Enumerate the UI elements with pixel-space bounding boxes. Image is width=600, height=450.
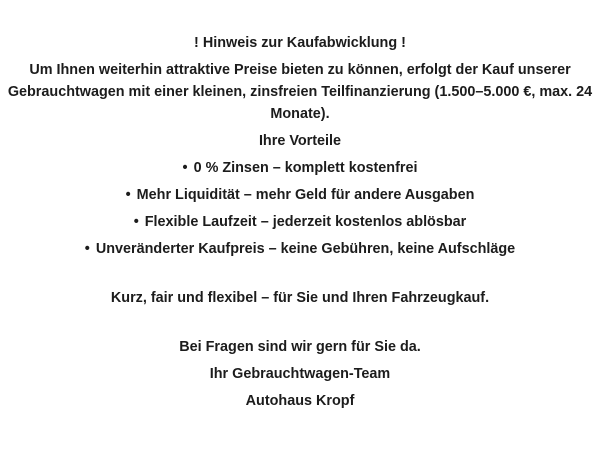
benefit-item-zinsen xyxy=(0,157,600,179)
benefit-item-laufzeit xyxy=(0,211,600,233)
bullet-icon: • xyxy=(133,214,139,230)
signature-company: Autohaus Kropf xyxy=(245,393,355,409)
benefit-text: Unveränderter Kaufpreis – keine Gebühren, keine Aufschläge xyxy=(95,241,516,257)
bullet-icon: • xyxy=(182,160,188,176)
intro-line-2: Gebrauchtwagen mit einer kleinen, zinsfreien Teilfinanzierung (1.500–5.000 €, max. 24 xyxy=(7,84,593,100)
summary-line: Kurz, fair und flexibel – für Sie und Ihren Fahrzeugkauf. xyxy=(110,290,490,306)
intro-line-1: Um Ihnen weiterhin attraktive Preise bieten zu können, erfolgt der Kauf unserer xyxy=(29,62,571,78)
bullet-icon: • xyxy=(125,187,131,203)
benefit-item-kaufpreis xyxy=(0,238,600,260)
intro-paragraph xyxy=(0,59,600,125)
benefits-heading: Ihre Vorteile xyxy=(258,133,342,149)
intro-line-3: Monate). xyxy=(270,106,330,122)
closing-line: Bei Fragen sind wir gern für Sie da. xyxy=(179,339,421,355)
notice-title: ! Hinweis zur Kaufabwicklung ! xyxy=(194,35,406,51)
benefit-text: 0 % Zinsen – komplett kostenfrei xyxy=(193,160,418,176)
signature-team: Ihr Gebrauchtwagen-Team xyxy=(209,366,391,382)
benefit-text: Mehr Liquidität – mehr Geld für andere Ausgaben xyxy=(136,187,475,203)
bullet-icon: • xyxy=(84,241,90,257)
benefit-item-liquiditaet xyxy=(0,184,600,206)
benefit-text: Flexible Laufzeit – jederzeit kostenlos ablösbar xyxy=(144,214,467,230)
